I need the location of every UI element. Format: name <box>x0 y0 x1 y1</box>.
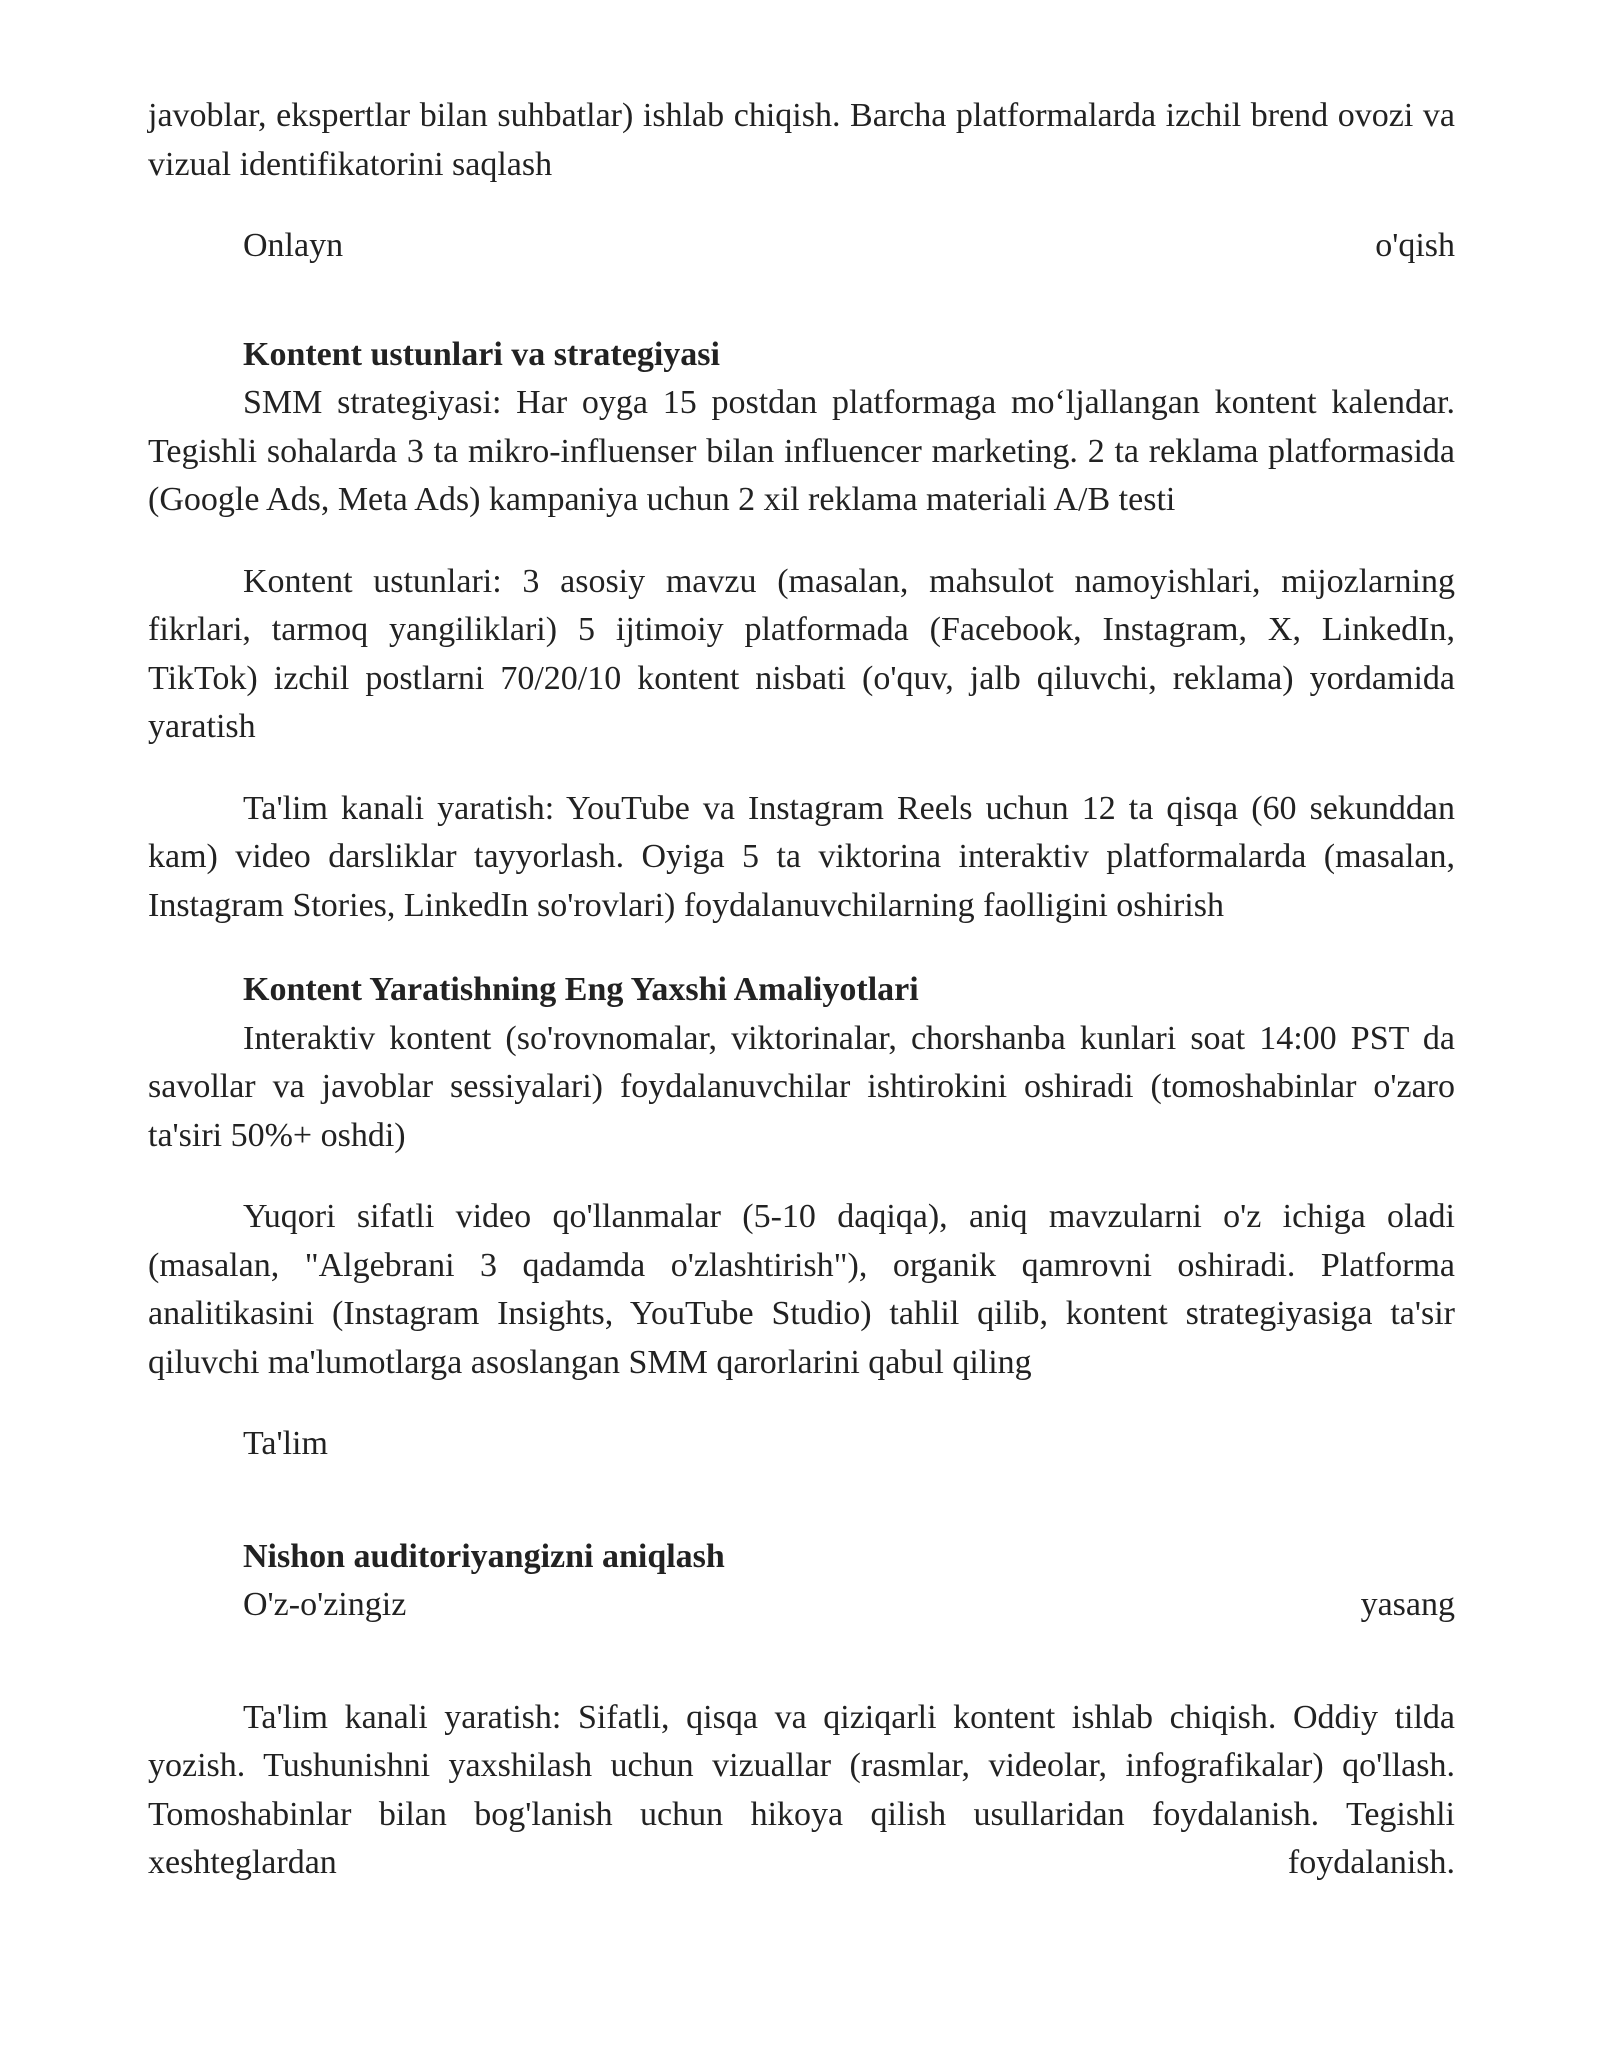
paragraph-video-tutorials: Yuqori sifatli video qo'llanmalar (5-10 daqiqa), aniq mavzularni o'z ichiga oladi (masalan, "Algebrani 3 qadamda o'zlashtirish"), organik qamrovni oshiradi. Platforma analitikasini (Instagram Insights, YouTube Studio) tahlil qilib, kontent strategiyasiga ta'sir qiluvchi ma'lumotlarga asoslangan SMM qarorlarini qabul qiling <box>148 1198 1455 1381</box>
paragraph-education-channel-tips: Ta'lim kanali yaratish: Sifatli, qisqa va qiziqarli kontent ishlab chiqish. Oddiy tilda yozish. Tushunishni yaxshilash uchun vizuallar (rasmlar, videolar, infografikalar) qo'llash. Tomoshabinlar bilan bog'lanish uchun hikoya qilish usullaridan foydalanish. Tegishli xeshteglardan foydalanish. <box>148 1698 1455 1881</box>
intro-paragraph: javoblar, ekspertlar bilan suhbatlar) ishlab chiqish. Barcha platformalarda izchil brend ovozi va vizual identifikatorini saqlash <box>148 97 1455 183</box>
paragraph-talim: Ta'lim <box>243 1425 328 1462</box>
split-line-online-reading <box>148 222 1455 271</box>
document-page <box>148 92 1455 1888</box>
section-heading-target-audience: Nishon auditoriyangizni aniqlash <box>243 1537 725 1575</box>
section-heading-best-practices: Kontent Yaratishning Eng Yaxshi Amaliyotlari <box>243 971 919 1008</box>
paragraph-smm-strategy: SMM strategiyasi: Har oyga 15 postdan platformaga moʻljallangan kontent kalendar. Tegishli sohalarda 3 ta mikro-influenser bilan influencer marketing. 2 ta reklama platformasida (Google Ads, Meta Ads) kampaniya uchun 2 xil reklama materiali A/B testi <box>148 384 1455 518</box>
section-heading-content-pillars: Kontent ustunlari va strategiyasi <box>243 335 720 373</box>
split-left-text: O'z-o'zingiz <box>243 1586 407 1623</box>
paragraph-content-pillars: Kontent ustunlari: 3 asosiy mavzu (masalan, mahsulot namoyishlari, mijozlarning fikrlari, tarmoq yangiliklari) 5 ijtimoiy platformada (Facebook, Instagram, X, LinkedIn, TikTok) izchil postlarni 70/20/10 kontent nisbati (o'quv, jalb qiluvchi, reklama) yordamida yaratish <box>148 562 1455 745</box>
split-right-text: yasang <box>1360 1586 1455 1623</box>
split-line-make-yourself <box>148 1581 1455 1630</box>
split-left-text: Onlayn <box>243 227 344 264</box>
paragraph-interactive-content: Interaktiv kontent (so'rovnomalar, viktorinalar, chorshanba kunlari soat 14:00 PST da savollar va javoblar sessiyalari) foydalanuvchilar ishtirokini oshiradi (tomoshabinlar o'zaro ta'siri 50%+ oshdi) <box>148 1019 1455 1154</box>
split-right-text: o'qish <box>1375 227 1455 264</box>
paragraph-education-channel: Ta'lim kanali yaratish: YouTube va Instagram Reels uchun 12 ta qisqa (60 sekunddan kam) video darsliklar tayyorlash. Oyiga 5 ta viktorina interaktiv platformalarda (masalan, Instagram Stories, LinkedIn so'rovlari) foydalanuvchilarning faolligini oshirish <box>148 789 1455 924</box>
